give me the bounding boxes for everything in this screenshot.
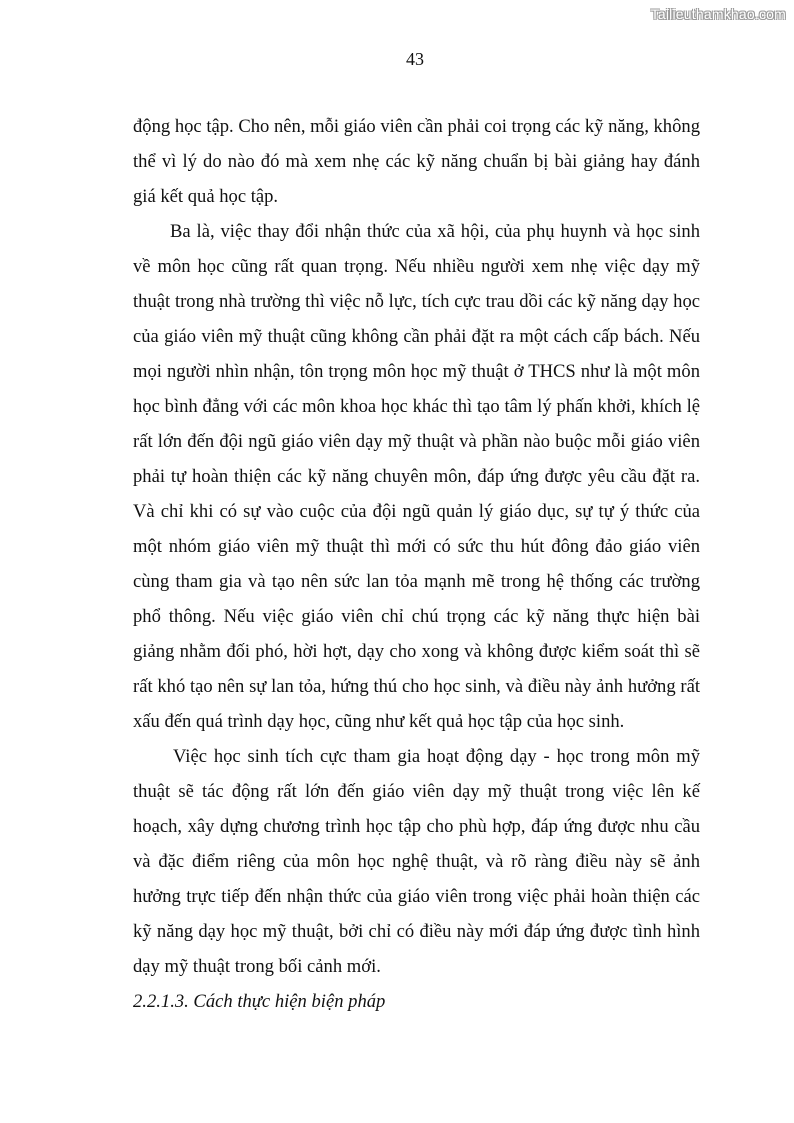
section-heading: 2.2.1.3. Cách thực hiện biện pháp	[133, 991, 386, 1012]
page-number: 43	[406, 49, 424, 69]
paragraph: Ba là, việc thay đổi nhận thức của xã hội, của phụ huynh và học sinh về môn học cũng rất quan trọng. Nếu nhiều người xem nhẹ việc dạy mỹ thuật trong nhà trường thì việc nỗ lực, tích cực trau dồi các kỹ năng dạy học của giáo viên mỹ thuật cũng không cần phải đặt ra một cách cấp bách. Nếu mọi người nhìn nhận, tôn trọng môn học mỹ thuật ở THCS như là một môn học bình đẳng với các môn khoa học khác thì tạo tâm lý phấn khởi, khích lệ rất lớn đến đội ngũ giáo viên dạy mỹ thuật và phần nào buộc mỗi giáo viên phải tự hoàn thiện các kỹ năng chuyên môn, đáp ứng được yêu cầu đặt ra. Và chỉ khi có sự vào cuộc của đội ngũ quản lý giáo dục, sự tự ý thức của một nhóm giáo viên mỹ thuật thì mới có sức thu hút đông đảo giáo viên cùng tham gia và tạo nên sức lan tỏa mạnh mẽ trong hệ thống các trường phổ thông. Nếu việc giáo viên chỉ chú trọng các kỹ năng thực hiện bài giảng nhằm đối phó, hời hợt, dạy cho xong và không được kiểm soát thì sẽ rất khó tạo nên sự lan tỏa, hứng thú cho học sinh, và điều này ảnh hưởng rất xấu đến quá trình dạy học, cũng như kết quả học tập của học sinh.	[133, 221, 700, 732]
paragraph: Việc học sinh tích cực tham gia hoạt động dạy - học trong môn mỹ thuật sẽ tác động rất lớn đến giáo viên dạy mỹ thuật trong việc lên kế hoạch, xây dựng chương trình học tập cho phù hợp, đáp ứng được nhu cầu và đặc điểm riêng của môn học nghệ thuật, và rõ ràng điều này sẽ ảnh hưởng trực tiếp đến nhận thức của giáo viên trong việc phải hoàn thiện các kỹ năng dạy học mỹ thuật, bởi chỉ có điều này mới đáp ứng được tình hình dạy mỹ thuật trong bối cảnh mới.	[133, 746, 700, 977]
document-body	[133, 109, 700, 1019]
watermark: Tailieuthamkhao.com	[650, 6, 786, 22]
paragraph: động học tập. Cho nên, mỗi giáo viên cần phải coi trọng các kỹ năng, không thể vì lý do nào đó mà xem nhẹ các kỹ năng chuẩn bị bài giảng hay đánh giá kết quả học tập.	[133, 116, 700, 207]
